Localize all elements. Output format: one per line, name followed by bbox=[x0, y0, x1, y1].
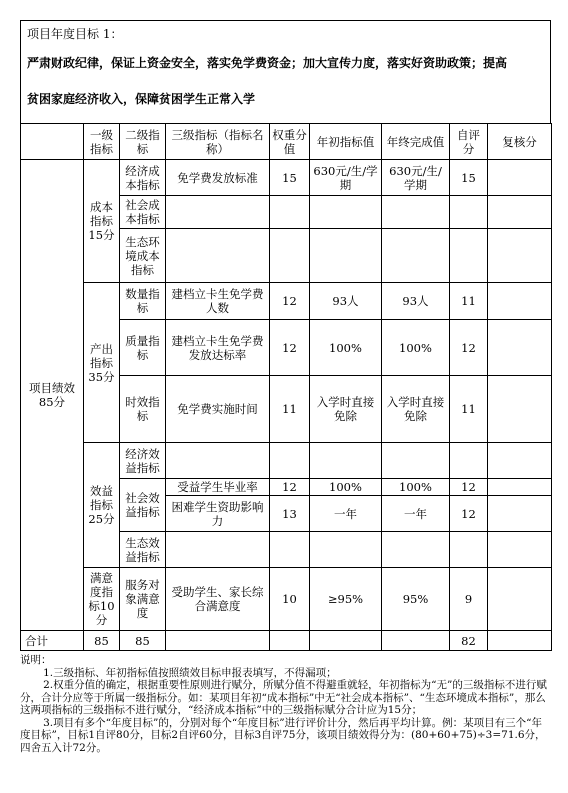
empty-cell bbox=[166, 532, 270, 568]
note-1: 1.三级指标、年初指标值按照绩效目标申报表填写，不得漏项； bbox=[43, 666, 337, 679]
output-qty: 数量指标 bbox=[120, 283, 166, 320]
empty-cell bbox=[382, 229, 450, 283]
note-3: 3.项目有多个“年度目标”的，分别对每个“年度目标”进行评价计分，然后再平均计算。例：某项目有三个“年度目标”，目标1自评80分，目标2自评60分，目标3自评75分，该项目绩效得分为：(80+60+75)÷3=71.6分，四舍五入计72分。 bbox=[20, 716, 546, 754]
header-level2: 二级指标 bbox=[120, 124, 166, 160]
empty-cell bbox=[382, 196, 450, 229]
empty-cell bbox=[488, 631, 552, 651]
note-2: 2.权重分值的确定，根据重要性原则进行赋分，所赋分值不得避重就轻，年初指标为“无”的三级指标不进行赋分，合计分应等于所属一级指标分。如：某项目年初“成本指标”中无“社会成本指标”、“生态环境成本指标”，那么这两项指标的三级指标不进行赋分，“经济成本指标”中的三级指标赋分合计应为15分； bbox=[20, 679, 547, 716]
output-time-review bbox=[488, 376, 552, 443]
cost-econ-self: 15 bbox=[450, 160, 488, 196]
cost-econ-final: 630元/生/学期 bbox=[382, 160, 450, 196]
header-review: 复核分 bbox=[488, 124, 552, 160]
empty-cell bbox=[450, 196, 488, 229]
satisfaction-initial: ≥95% bbox=[310, 568, 382, 631]
total-weight: 85 bbox=[84, 631, 120, 651]
output-quality-weight: 12 bbox=[270, 320, 310, 376]
empty-cell bbox=[382, 532, 450, 568]
goal-text-line2: 贫困家庭经济收入，保障贫困学生正常入学 bbox=[27, 92, 256, 106]
evaluation-document bbox=[20, 20, 551, 754]
empty-cell bbox=[166, 443, 270, 479]
empty-cell bbox=[488, 443, 552, 479]
empty-cell bbox=[310, 443, 382, 479]
benefit-social-item2: 困难学生资助影响力 bbox=[166, 496, 270, 532]
empty-cell bbox=[382, 443, 450, 479]
benefit-social-weight2: 13 bbox=[270, 496, 310, 532]
output-time: 时效指标 bbox=[120, 376, 166, 443]
benefit-social-self1: 12 bbox=[450, 479, 488, 496]
empty-cell bbox=[310, 631, 382, 651]
header-level3: 三级指标（指标名称） bbox=[166, 124, 270, 160]
output-quality-item: 建档立卡生免学费发放达标率 bbox=[166, 320, 270, 376]
cost-econ-review bbox=[488, 160, 552, 196]
output-quality-initial: 100% bbox=[310, 320, 382, 376]
benefit-social-review1 bbox=[488, 479, 552, 496]
total-label: 合计 bbox=[21, 631, 84, 651]
output-qty-review bbox=[488, 283, 552, 320]
goal-text-line1: 严肃财政纪律，保证上资金安全，落实免学费资金；加大宣传力度，落实好资助政策；提高 bbox=[27, 56, 508, 70]
table-row bbox=[21, 160, 552, 196]
satisfaction-weight: 10 bbox=[270, 568, 310, 631]
header-weight: 权重分值 bbox=[270, 124, 310, 160]
total-self: 82 bbox=[450, 631, 488, 651]
output-label: 产出指标35分 bbox=[84, 283, 120, 443]
header-level1: 一级指标 bbox=[84, 124, 120, 160]
cost-econ-item: 免学费发放标准 bbox=[166, 160, 270, 196]
benefit-social-final2: 一年 bbox=[382, 496, 450, 532]
empty-cell bbox=[450, 532, 488, 568]
benefit-social-item1: 受益学生毕业率 bbox=[166, 479, 270, 496]
benefit-social-self2: 12 bbox=[450, 496, 488, 532]
cost-eco: 生态环境成本指标 bbox=[120, 229, 166, 283]
output-time-self: 11 bbox=[450, 376, 488, 443]
empty-cell bbox=[310, 229, 382, 283]
output-qty-weight: 12 bbox=[270, 283, 310, 320]
benefit-econ: 经济效益指标 bbox=[120, 443, 166, 479]
empty-cell bbox=[270, 631, 310, 651]
indicator-table bbox=[20, 123, 552, 651]
notes-title: 说明： bbox=[20, 654, 52, 666]
output-quality-review bbox=[488, 320, 552, 376]
output-time-item: 免学费实施时间 bbox=[166, 376, 270, 443]
cost-econ-initial: 630元/生/学期 bbox=[310, 160, 382, 196]
satisfaction-item: 受助学生、家长综合满意度 bbox=[166, 568, 270, 631]
output-qty-initial: 93人 bbox=[310, 283, 382, 320]
empty-cell bbox=[488, 532, 552, 568]
output-quality-self: 12 bbox=[450, 320, 488, 376]
empty-cell bbox=[270, 532, 310, 568]
table-row bbox=[21, 568, 552, 631]
benefit-social: 社会效益指标 bbox=[120, 479, 166, 532]
output-qty-final: 93人 bbox=[382, 283, 450, 320]
output-time-weight: 11 bbox=[270, 376, 310, 443]
total-l2: 85 bbox=[120, 631, 166, 651]
notes-section bbox=[20, 654, 551, 754]
output-qty-self: 11 bbox=[450, 283, 488, 320]
empty-cell bbox=[310, 532, 382, 568]
empty-cell bbox=[382, 631, 450, 651]
empty-cell bbox=[270, 229, 310, 283]
cost-econ-weight: 15 bbox=[270, 160, 310, 196]
output-time-initial: 入学时直接免除 bbox=[310, 376, 382, 443]
benefit-social-initial2: 一年 bbox=[310, 496, 382, 532]
perf-label: 项目绩效85分 bbox=[21, 160, 84, 631]
output-qty-item: 建档立卡生免学费人数 bbox=[166, 283, 270, 320]
header-self: 自评分 bbox=[450, 124, 488, 160]
empty-cell bbox=[270, 196, 310, 229]
benefit-social-initial1: 100% bbox=[310, 479, 382, 496]
annual-goal-block bbox=[20, 20, 551, 123]
satisfaction-final: 95% bbox=[382, 568, 450, 631]
empty-cell bbox=[310, 196, 382, 229]
empty-cell bbox=[450, 443, 488, 479]
goal-title: 项目年度目标 1： bbox=[27, 27, 123, 41]
benefit-social-review2 bbox=[488, 496, 552, 532]
cost-econ: 经济成本指标 bbox=[120, 160, 166, 196]
benefit-label: 效益指标25分 bbox=[84, 443, 120, 568]
benefit-social-weight1: 12 bbox=[270, 479, 310, 496]
empty-cell bbox=[166, 631, 270, 651]
output-quality: 质量指标 bbox=[120, 320, 166, 376]
benefit-eco: 生态效益指标 bbox=[120, 532, 166, 568]
benefit-social-final1: 100% bbox=[382, 479, 450, 496]
table-row bbox=[21, 443, 552, 479]
satisfaction-review bbox=[488, 568, 552, 631]
satisfaction-self: 9 bbox=[450, 568, 488, 631]
satisfaction-label: 满意度指标10分 bbox=[84, 568, 120, 631]
table-row bbox=[21, 283, 552, 320]
total-row bbox=[21, 631, 552, 651]
cost-social: 社会成本指标 bbox=[120, 196, 166, 229]
header-blank bbox=[21, 124, 84, 160]
header-initial: 年初指标值 bbox=[310, 124, 382, 160]
empty-cell bbox=[270, 443, 310, 479]
output-time-final: 入学时直接免除 bbox=[382, 376, 450, 443]
empty-cell bbox=[166, 196, 270, 229]
empty-cell bbox=[166, 229, 270, 283]
output-quality-final: 100% bbox=[382, 320, 450, 376]
header-row bbox=[21, 124, 552, 160]
cost-label: 成本指标15分 bbox=[84, 160, 120, 283]
empty-cell bbox=[488, 229, 552, 283]
header-final: 年终完成值 bbox=[382, 124, 450, 160]
empty-cell bbox=[450, 229, 488, 283]
empty-cell bbox=[488, 196, 552, 229]
satisfaction-sub: 服务对象满意度 bbox=[120, 568, 166, 631]
